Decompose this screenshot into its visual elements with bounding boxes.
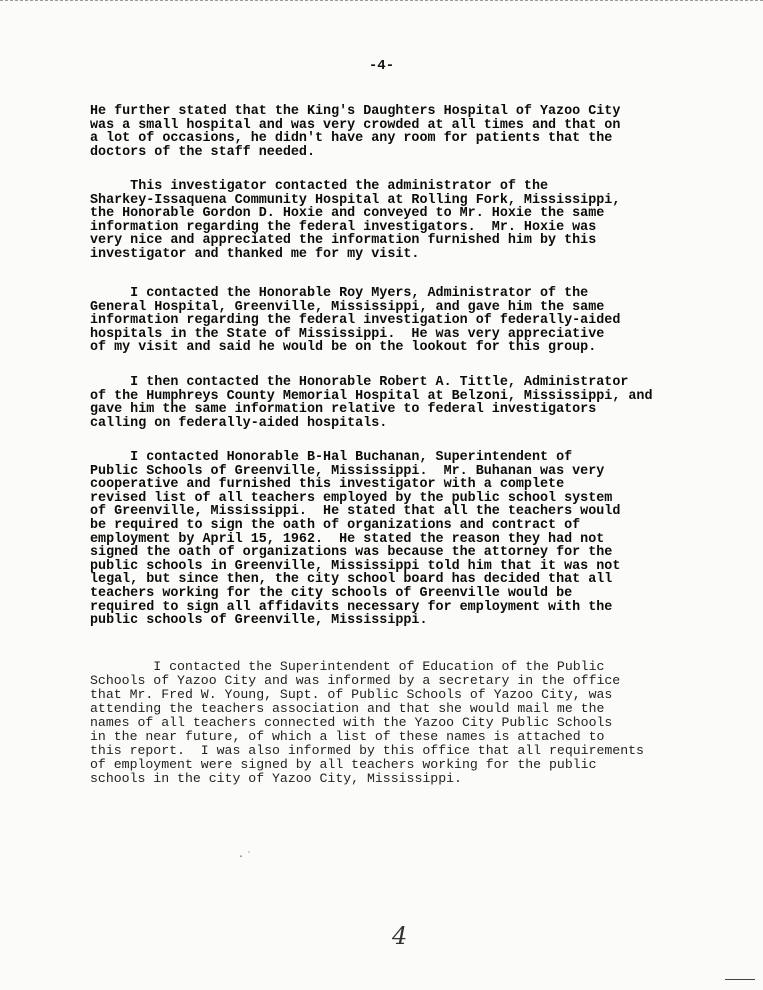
scan-edge-line — [0, 0, 763, 3]
paragraph-yazoo-city-schools: I contacted the Superintendent of Education of the Public Schools of Yazoo City and was informed by a secretary in the office that Mr. Fred W. Young, Supt. of Public Schools of Yazoo City, was attending the teachers association and that she would mail me the names of all teachers connected with the Yazoo City Public Schools in the near future, of which a list of these names is attached to this report. I was also informed by this office that all requirements of employment were signed by all teachers working for the public schools in the city of Yazoo City, Mississippi. — [90, 659, 644, 786]
paragraph-kings-daughters-hospital: He further stated that the King's Daughters Hospital of Yazoo City was a small hospital and was very crowded at all times and that on a lot of occasions, he didn't have any room for patients that the doctors of the staff needed. — [90, 104, 621, 160]
page-number: -4- — [368, 58, 395, 74]
paragraph-sharkey-issaquena-hospital: This investigator contacted the administrator of the Sharkey-Issaquena Community Hospital at Rolling Fork, Mississippi, the Honorable Gordon D. Hoxie and conveyed to Mr. Hoxie the same information regarding the federal investigators. Mr. Hoxie was very nice and appreciated the information furnished him by this investigator and thanked me for my visit. — [90, 179, 621, 262]
scan-specks: ·˙ — [238, 852, 255, 863]
paragraph-general-hospital-greenville: I contacted the Honorable Roy Myers, Administrator of the General Hospital, Greenville, Mississippi, and gave him the same information regarding the federal investigation of federally-aided hospitals in the State of Mississippi. He was very appreciative of my visit and said he would be on the lookout for this group. — [90, 286, 621, 356]
paragraph-humphreys-county-hospital: I then contacted the Honorable Robert A. Tittle, Administrator of the Humphreys County Memorial Hospital at Belzoni, Mississippi, and gave him the same information relative to federal investigators calling on federally-aided hospitals. — [90, 375, 653, 431]
scan-corner-mark — [725, 979, 755, 980]
paragraph-greenville-public-schools: I contacted Honorable B-Hal Buchanan, Superintendent of Public Schools of Greenville, Mississippi. Mr. Buhanan was very cooperative and furnished this investigator with a complete revised list of all teachers employed by the public school system of Greenville, Mississippi. He stated that all the teachers would be required to sign the oath of organizations and contract of employment by April 15, 1962. He stated the reason they had not signed the oath of organizations was because the attorney for the public schools in Greenville, Mississippi told him that it was not legal, but since then, the city school board has decided that all teachers working for the city schools of Greenville would be required to sign all affidavits necessary for employment with the public schools of Greenville, Mississippi. — [90, 450, 621, 629]
handwritten-page-number: 4 — [392, 922, 408, 950]
